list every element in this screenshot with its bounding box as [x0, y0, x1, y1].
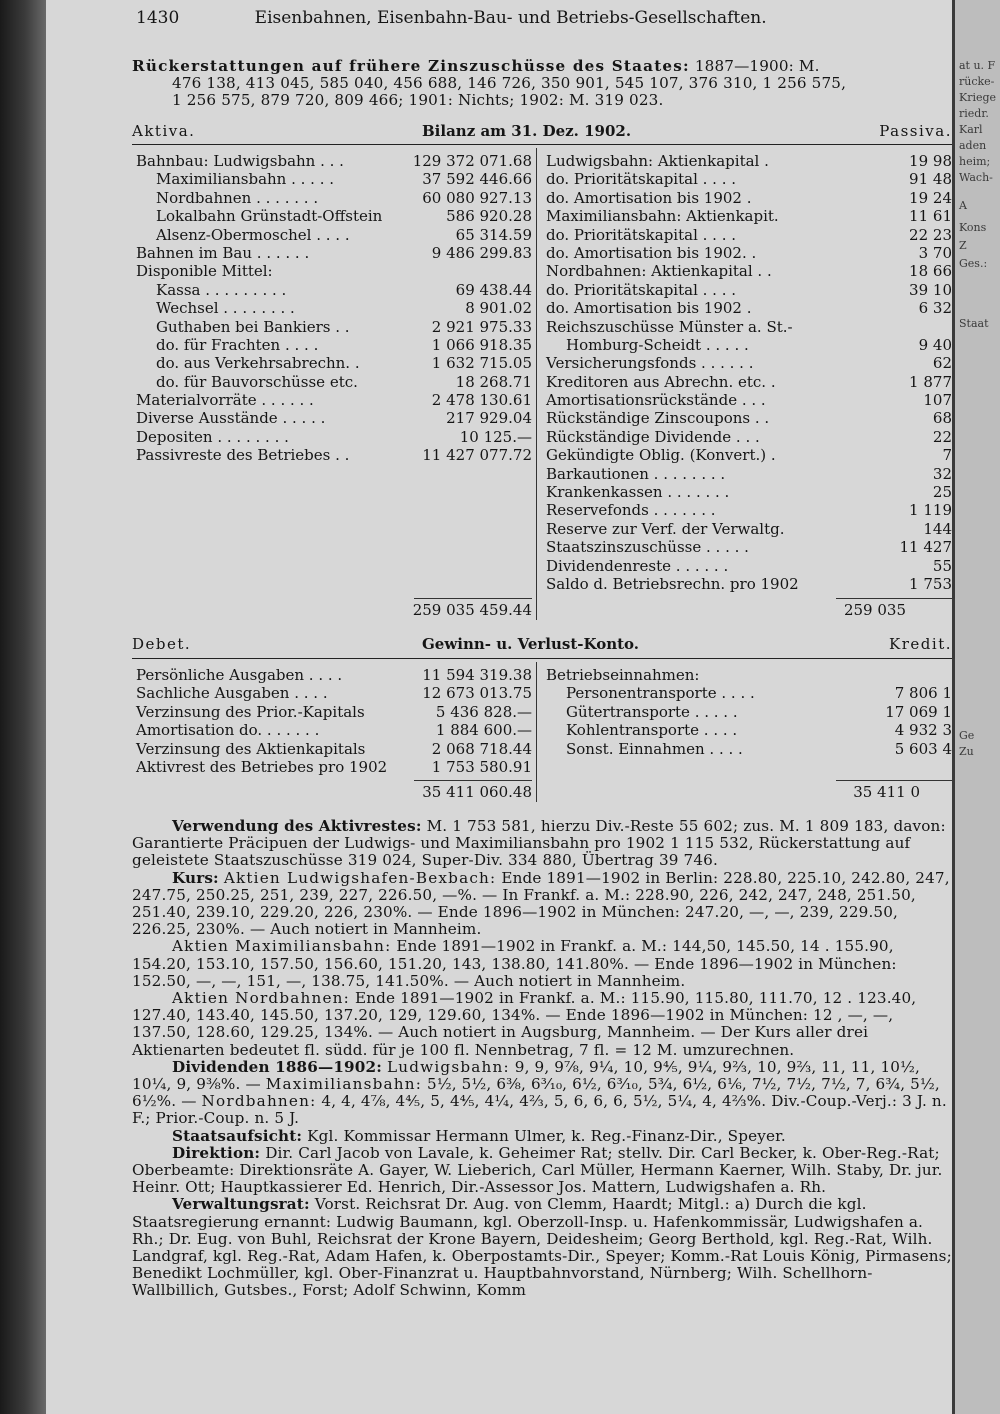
passiva-row: [546, 557, 952, 575]
debet-sum-rule: [414, 780, 532, 781]
debet-total: 35 411 060.48: [422, 783, 532, 801]
passiva-amount: 107: [923, 391, 952, 410]
adjacent-page-fragment: Staat: [959, 317, 989, 330]
passiva-amount: 91 48: [909, 170, 952, 189]
passiva-row: [546, 336, 952, 354]
passiva-row: [546, 152, 952, 170]
debet-row: [136, 684, 532, 702]
running-title: Eisenbahnen, Eisenbahn-Bau- und Betriebs-Gesellschaften.: [254, 8, 767, 28]
kredit-row: [546, 684, 952, 702]
bilanz-heading: [132, 122, 952, 142]
passiva-label: Ludwigsbahn: Aktienkapital .: [546, 152, 769, 170]
aktiva-table: [136, 152, 532, 465]
passiva-amount: 18 66: [909, 262, 952, 281]
staatsaufsicht-text: Kgl. Kommissar Hermann Ulmer, k. Reg.-Finanz-Dir., Speyer.: [307, 1126, 786, 1145]
passiva-row: [546, 520, 952, 538]
div-max-text: 5½, 5½, 6⅜, 6³⁄₁₀, 6½, 6³⁄₁₀, 5¾, 6½, 6⅙, 7½, 7½, 7½, 7, 6¾, 5½, 6½%. —: [132, 1075, 940, 1111]
aktiva-row: [136, 373, 532, 391]
aktiva-label: Nordbahnen . . . . . . .: [156, 188, 319, 207]
passiva-label: Reserve zur Verf. der Verwaltg.: [546, 519, 785, 538]
adjacent-page-fragment: Ge: [959, 729, 975, 742]
document-page: [46, 0, 952, 1414]
kredit-amount: 7 806 1: [894, 684, 952, 703]
aktiva-label: do. aus Verkehrsabrechn. .: [156, 354, 360, 373]
debet-label: Sachliche Ausgaben . . . .: [136, 684, 328, 703]
adjacent-page-fragment: aden: [959, 139, 987, 152]
bilanz-divider: [536, 148, 537, 620]
kredit-table: [546, 666, 952, 758]
gv-divider: [536, 662, 537, 802]
direktion-paragraph: [132, 1145, 952, 1197]
verwendung-text: M. 1 753 581, hierzu Div.-Reste 55 602; zus. M. 1 809 183, davon: Garantierte Präcipuen der Ludwigs- und Maximiliansbahn pro 1902 1 115 532, Rückerstattung auf geleistete Staatszuschüsse 319 024, Super-Div. 334 880, Übertrag 39 746.: [132, 817, 946, 870]
debet-amount: 1 753 580.91: [431, 757, 532, 776]
passiva-label: Maximiliansbahn: Aktienkapit.: [546, 207, 779, 226]
passiva-row: [546, 428, 952, 446]
passiva-amount: 22: [932, 427, 952, 446]
aktiva-row: [136, 336, 532, 354]
adjacent-page-fragment: Kriege: [959, 91, 997, 104]
rueckerstattung-line3: 1 256 575, 879 720, 809 466; 1901: Nichts; 1902: M. 319 023.: [172, 91, 664, 110]
debet-row: [136, 740, 532, 758]
aktiva-label: Disponible Mittel:: [136, 262, 273, 281]
passiva-row: [546, 501, 952, 519]
passiva-amount: 9 40: [918, 335, 952, 354]
passiva-row: [546, 391, 952, 409]
passiva-amount: 7: [942, 446, 952, 465]
debet-amount: 5 436 828.—: [435, 702, 532, 721]
passiva-label: do. Prioritätskapital . . . .: [546, 225, 737, 244]
aktiva-label: Kassa . . . . . . . . .: [156, 280, 287, 299]
bilanz-top-rule: [132, 144, 952, 145]
passiva-label: Reichszuschüsse Münster a. St.-: [546, 317, 793, 336]
verwendung-label: Verwendung des Aktivrestes:: [172, 817, 422, 835]
debet-label: Persönliche Ausgaben . . . .: [136, 666, 343, 684]
passiva-label: Amortisationsrückstände . . .: [546, 391, 766, 410]
aktiva-label: do. für Bauvorschüsse etc.: [156, 372, 358, 391]
rueckerstattung-line1: 1887—1900: M.: [694, 57, 820, 75]
aktiva-amount: 586 920.28: [446, 207, 532, 226]
aktiva-row: [136, 446, 532, 464]
staatsaufsicht-paragraph: [132, 1128, 952, 1145]
aktiva-row: [136, 189, 532, 207]
kurs-lud-name: Aktien Ludwigshafen-Bexbach:: [223, 868, 497, 887]
passiva-label: do. Prioritätskapital . . . .: [546, 170, 737, 189]
debet-label: Verzinsung des Prior.-Kapitals: [136, 702, 365, 721]
passiva-amount: 62: [932, 354, 952, 373]
verwaltungsrat-paragraph: [132, 1196, 952, 1299]
aktiva-row: [136, 299, 532, 317]
body-text: [132, 818, 952, 1300]
passiva-row: [546, 354, 952, 372]
gv-heading: [132, 635, 952, 655]
debet-amount: 12 673 013.75: [422, 684, 532, 703]
aktiva-amount: 18 268.71: [455, 372, 532, 391]
rueckerstattung-section: [132, 58, 952, 110]
passiva-label: do. Amortisation bis 1902 .: [546, 188, 752, 207]
passiva-label: Rückständige Zinscoupons . .: [546, 409, 770, 428]
passiva-row: [546, 189, 952, 207]
aktiva-amount: 217 929.04: [446, 409, 532, 428]
staatsaufsicht-label: Staatsaufsicht:: [172, 1126, 303, 1145]
passiva-row: [546, 318, 952, 336]
verwendung-paragraph: [132, 818, 952, 870]
rueckerstattung-title: Rückerstattungen auf frühere Zinszuschüsse des Staates:: [132, 57, 690, 75]
aktiva-amount: 129 372 071.68: [412, 152, 532, 170]
passiva-amount: 11 427: [899, 538, 952, 557]
aktiva-row: [136, 152, 532, 170]
aktiva-label: Materialvorräte . . . . . .: [136, 391, 314, 410]
rueckerstattung-line2: 476 138, 413 045, 585 040, 456 688, 146 726, 350 901, 545 107, 376 310, 1 256 575,: [172, 74, 847, 93]
scan-left-edge: [0, 0, 46, 1414]
kurs-nord-text: Ende 1891—1902 in Frankf. a. M.: 115.90, 115.80, 111.70, 12 . 123.40, 127.40, 143.40, 145.50, 137.20, 129, 129.60, 134%. — Ende 1896—1902 in München: 12 , —, —, 137.50, 128.60, 129.25, 134%. — Auch notiert in Augsburg, Mannheim. — Der Kurs aller drei Aktienarten bedeutet fl. südd. für je 100 fl. Nennbetrag, 7 fl. = 12 M. umzurechnen.: [132, 989, 917, 1059]
aktiva-row: [136, 391, 532, 409]
aktiva-amount: 8 901.02: [465, 299, 532, 318]
passiva-amount: 19 24: [909, 188, 952, 207]
passiva-amount: 25: [932, 483, 952, 502]
debet-amount: 2 068 718.44: [431, 739, 532, 758]
kredit-label: Personentransporte . . . .: [566, 684, 755, 703]
aktiva-amount: 1 066 918.35: [431, 335, 532, 354]
aktiva-label: Alsenz-Obermoschel . . . .: [156, 225, 350, 244]
passiva-row: [546, 575, 952, 593]
direktion-label: Direktion:: [172, 1143, 261, 1162]
aktiva-header: Aktiva.: [132, 122, 196, 140]
aktiva-label: do. für Frachten . . . .: [156, 335, 319, 354]
kredit-row: [546, 740, 952, 758]
kredit-header: Kredit.: [889, 635, 952, 653]
passiva-label: Saldo d. Betriebsrechn. pro 1902: [546, 574, 799, 593]
debet-amount: 11 594 319.38: [422, 666, 532, 684]
adjacent-page-fragment: at u. F: [959, 59, 996, 72]
passiva-amount: 68: [932, 409, 952, 428]
passiva-row: [546, 244, 952, 262]
kurs-nord-name: Aktien Nordbahnen:: [172, 989, 350, 1008]
aktiva-row: [136, 226, 532, 244]
passiva-amount: 11 61: [909, 207, 952, 226]
aktiva-label: Depositen . . . . . . . .: [136, 427, 289, 446]
passiva-amount: 6 32: [918, 299, 952, 318]
adjacent-page-fragment: Ges.:: [959, 257, 988, 270]
div-lud-text: 9, 9, 9⅞, 9¼, 10, 9⅘, 9¼, 9⅔, 10, 9⅔, 11, 11, 10½, 10¼, 9, 9⅜%. —: [132, 1057, 920, 1094]
passiva-row: [546, 538, 952, 556]
aktiva-row: [136, 354, 532, 372]
direktion-text: Dir. Carl Jacob von Lavale, k. Geheimer Rat; stellv. Dir. Carl Becker, k. Ober-Reg.-Rat; Oberbeamte: Direktionsräte A. Gayer, W. Lieberich, Carl Müller, Hermann Kaerner, Wilh. Staby, Dr. jur. Heinr. Ott; Hauptkassierer Ed. Henrich, Dir.-Assessor Jos. Mattern, Ludwigshafen a. Rh.: [132, 1143, 943, 1197]
passiva-amount: 1 119: [909, 501, 952, 520]
passiva-amount: 55: [932, 556, 952, 575]
verwaltungsrat-label: Verwaltungsrat:: [172, 1195, 310, 1214]
kredit-amount: 17 069 1: [885, 702, 952, 721]
passiva-header: Passiva.: [879, 122, 952, 140]
aktiva-amount: 9 486 299.83: [431, 243, 532, 262]
passiva-label: Krankenkassen . . . . . . .: [546, 483, 730, 502]
aktiva-label: Lokalbahn Grünstadt-Offstein: [156, 207, 383, 226]
debet-header: Debet.: [132, 635, 192, 653]
passiva-label: Kreditoren aus Abrechn. etc. .: [546, 372, 776, 391]
kurs-label: Kurs:: [172, 868, 219, 887]
aktiva-amount: 37 592 446.66: [422, 170, 532, 189]
passiva-row: [546, 409, 952, 427]
passiva-amount: 1 877: [909, 372, 952, 391]
passiva-label: do. Prioritätskapital . . . .: [546, 280, 737, 299]
kredit-amount: 5 603 4: [894, 739, 952, 758]
adjacent-page-fragment: rücke-: [959, 75, 995, 88]
adjacent-page-fragment: riedr.: [959, 107, 989, 120]
kredit-label: Gütertransporte . . . . .: [566, 702, 738, 721]
div-lud-name: Ludwigsbahn:: [386, 1057, 510, 1076]
kredit-row: [546, 703, 952, 721]
gv-top-rule: [132, 658, 952, 659]
debet-label: Aktivrest des Betriebes pro 1902: [136, 757, 388, 776]
adjacent-page-fragment: A: [959, 199, 967, 212]
adjacent-page-fragment: Wach-: [959, 171, 993, 184]
passiva-label: Dividendenreste . . . . . .: [546, 556, 729, 575]
kurs-lud-paragraph: [132, 870, 952, 939]
aktiva-row: [136, 281, 532, 299]
passiva-row: [546, 170, 952, 188]
kredit-row: [546, 666, 952, 684]
kredit-label: Sonst. Einnahmen . . . .: [566, 739, 743, 758]
aktiva-amount: 10 125.—: [459, 427, 532, 446]
passiva-label: Versicherungsfonds . . . . . .: [546, 354, 754, 373]
adjacent-page-fragment: heim;: [959, 155, 991, 168]
dividenden-paragraph: [132, 1059, 952, 1128]
passiva-row: [546, 373, 952, 391]
aktiva-amount: 60 080 927.13: [422, 188, 532, 207]
aktiva-label: Passivreste des Betriebes . .: [136, 446, 350, 465]
adjacent-page-edge: [952, 0, 1000, 1414]
passiva-label: Barkautionen . . . . . . . .: [546, 464, 726, 483]
passiva-row: [546, 226, 952, 244]
passiva-label: Homburg-Scheidt . . . . .: [566, 335, 749, 354]
kredit-label: Kohlentransporte . . . .: [566, 721, 738, 740]
debet-amount: 1 884 600.—: [435, 721, 532, 740]
aktiva-amount: 65 314.59: [455, 225, 532, 244]
passiva-row: [546, 207, 952, 225]
aktiva-row: [136, 318, 532, 336]
debet-label: Amortisation do. . . . . . .: [136, 721, 320, 740]
adjacent-page-fragment: Z: [959, 239, 967, 252]
div-nord-name: Nordbahnen:: [201, 1092, 317, 1111]
passiva-row: [546, 465, 952, 483]
adjacent-page-fragment: Zu: [959, 745, 974, 758]
aktiva-label: Wechsel . . . . . . . .: [156, 299, 295, 318]
passiva-table: [546, 152, 952, 593]
aktiva-row: [136, 170, 532, 188]
aktiva-row: [136, 409, 532, 427]
aktiva-amount: 2 921 975.33: [431, 317, 532, 336]
verwaltungsrat-text: Vorst. Reichsrat Dr. Aug. von Clemm, Haardt; Mitgl.: a) Durch die kgl. Staatsregierung ernannt: Ludwig Baumann, kgl. Oberzoll-Insp. u. Hafenkommissär, Ludwigshafen a. Rh.; Dr. Eug. von Buhl, Reichsrat der Krone Bayern, Deidesheim; Georg Berthold, kgl. Reg.-Rat, Wilh. Landgraf, kgl. Reg.-Rat, Adam Hafen, k. Oberpostamts-Dir., Speyer; Komm.-Rat Louis König, Pirmasens; Benedikt Lochmüller, kgl. Ober-Finanzrat u. Hauptbahnvorstand, Nürnberg; Wilh. Schellhorn-Wallbillich, Gutsbes., Forst; Adolf Schwinn, Komm: [132, 1195, 952, 1300]
debet-row: [136, 703, 532, 721]
passiva-label: Staatszinszuschüsse . . . . .: [546, 538, 749, 557]
aktiva-label: Guthaben bei Bankiers . .: [156, 317, 350, 336]
passiva-label: Gekündigte Oblig. (Konvert.) .: [546, 446, 776, 465]
kurs-nord-paragraph: [132, 990, 952, 1059]
kurs-max-text: Ende 1891—1902 in Frankf. a. M.: 144,50, 145.50, 14 . 155.90, 154.20, 153.10, 157.50, 156.60, 151.20, 143, 138.80, 141.80%. — Ende 1896—1902 in München: 152.50, —, —, 151, —, 138.75, 141.50%. — Auch notiert in Mannheim.: [132, 937, 897, 990]
debet-label: Verzinsung des Aktienkapitals: [136, 739, 366, 758]
aktiva-total: 259 035 459.44: [412, 601, 532, 619]
aktiva-label: Bahnbau: Ludwigsbahn . . .: [136, 152, 344, 170]
aktiva-amount: 11 427 077.72: [422, 446, 532, 465]
passiva-amount: 144: [923, 519, 952, 538]
passiva-label: do. Amortisation bis 1902. .: [546, 243, 757, 262]
aktiva-row: [136, 244, 532, 262]
passiva-row: [546, 446, 952, 464]
passiva-row: [546, 262, 952, 280]
passiva-amount: 39 10: [909, 280, 952, 299]
aktiva-label: Maximiliansbahn . . . . .: [156, 170, 335, 189]
aktiva-label: Diverse Ausstände . . . . .: [136, 409, 326, 428]
div-max-name: Maximiliansbahn:: [265, 1075, 423, 1094]
passiva-row: [546, 483, 952, 501]
div-nord-text: 4, 4, 4⅞, 4⅘, 5, 4⅘, 4¼, 4⅔, 5, 6, 6, 6, 5½, 5¼, 4, 4⅔%. Div.-Coup.-Verj.: 3 J. n. F.; Prior.-Coup. n. 5 J.: [132, 1092, 947, 1128]
aktiva-row: [136, 428, 532, 446]
aktiva-sum-rule: [414, 598, 532, 599]
passiva-row: [546, 281, 952, 299]
aktiva-label: Bahnen im Bau . . . . . .: [136, 243, 310, 262]
passiva-row: [546, 299, 952, 317]
adjacent-page-fragment: Kons: [959, 221, 987, 234]
passiva-amount: 1 753: [909, 574, 952, 593]
passiva-amount: 19 98: [909, 152, 952, 170]
kurs-max-name: Aktien Maximiliansbahn:: [172, 937, 392, 956]
kurs-max-paragraph: [132, 938, 952, 990]
aktiva-row: [136, 262, 532, 280]
bilanz-title: Bilanz am 31. Dez. 1902.: [422, 122, 632, 140]
kredit-total: 35 411 0: [853, 783, 920, 801]
adjacent-page-fragment: Karl: [959, 123, 983, 136]
kurs-lud-text: Ende 1891—1902 in Berlin: 228.80, 225.10, 242.80, 247, 247.75, 250.25, 251, 239, 227, 226.50, —%. — In Frankf. a. M.: 228.90, 226, 242, 247, 248, 251.50, 251.40, 239.10, 229.20, 226, 230%. — Ende 1896—1902 in München: 247.20, —, —, 239, 229.50, 226.25, 230%. — Auch notiert in Mannheim.: [132, 868, 950, 939]
running-header: [136, 8, 767, 28]
passiva-label: Rückständige Dividende . . .: [546, 427, 760, 446]
debet-row: [136, 721, 532, 739]
kredit-sum-rule: [836, 780, 952, 781]
kredit-label: Betriebseinnahmen:: [546, 666, 700, 684]
passiva-amount: 32: [932, 464, 952, 483]
debet-table: [136, 666, 532, 776]
passiva-label: do. Amortisation bis 1902 .: [546, 299, 752, 318]
passiva-label: Nordbahnen: Aktienkapital . .: [546, 262, 772, 281]
aktiva-row: [136, 207, 532, 225]
passiva-total: 259 035: [843, 601, 906, 619]
kredit-amount: 4 932 3: [894, 721, 952, 740]
aktiva-amount: 1 632 715.05: [431, 354, 532, 373]
aktiva-amount: 69 438.44: [455, 280, 532, 299]
passiva-label: Reservefonds . . . . . . .: [546, 501, 716, 520]
debet-row: [136, 666, 532, 684]
passiva-amount: 22 23: [909, 225, 952, 244]
dividenden-label: Dividenden 1886—1902:: [172, 1057, 382, 1076]
page-number: 1430: [136, 8, 180, 28]
gv-title: Gewinn- u. Verlust-Konto.: [422, 635, 639, 653]
kredit-row: [546, 721, 952, 739]
debet-row: [136, 758, 532, 776]
aktiva-amount: 2 478 130.61: [431, 391, 532, 410]
passiva-sum-rule: [836, 598, 952, 599]
passiva-amount: 3 70: [918, 243, 952, 262]
